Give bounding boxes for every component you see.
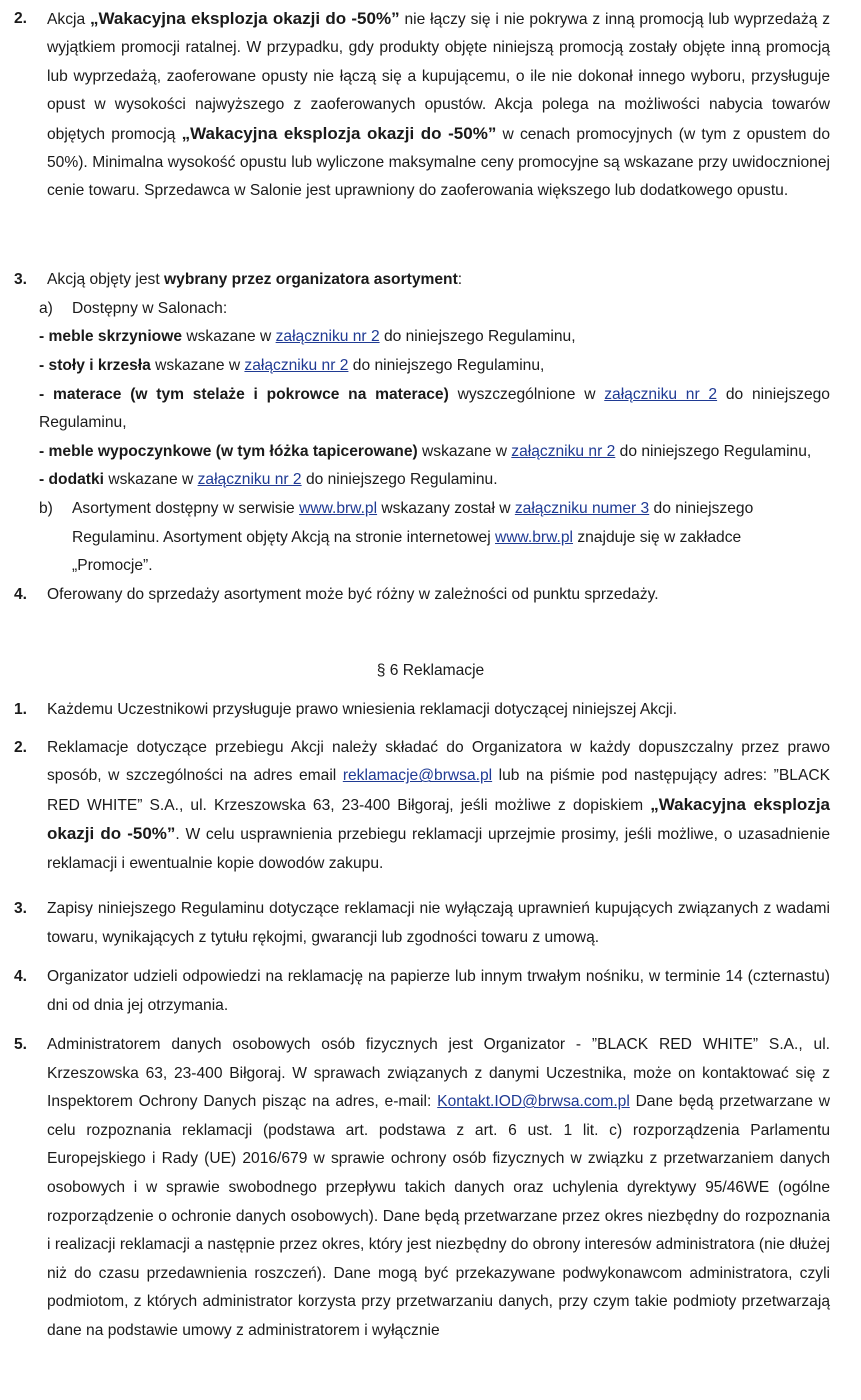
- promo-name: „Wakacyjna eksplozja okazji do -50%”: [90, 9, 400, 28]
- promo-name: „Wakacyjna eksplozja okazji do -50%”: [47, 794, 830, 844]
- attachment-2-link[interactable]: załączniku nr 2: [197, 471, 302, 488]
- assortment-line-4: - meble wypoczynkowe (w tym łóżka tapicerowane) wskazane w załączniku nr 2 do niniejszego Regulaminu,: [39, 443, 812, 460]
- item-number: 5.: [14, 1036, 28, 1053]
- attachment-2-link[interactable]: załączniku nr 2: [275, 328, 380, 345]
- iod-email-link[interactable]: Kontakt.IOD@brwsa.com.pl: [437, 1093, 630, 1111]
- paragraph-6-5: [14, 1031, 830, 1346]
- sub-item-a: [39, 295, 830, 324]
- assortment-line-1: - meble skrzyniowe wskazane w załączniku nr 2 do niniejszego Regulaminu,: [39, 328, 576, 345]
- sub-item-label: a): [39, 300, 53, 317]
- item-text: Oferowany do sprzedaży asortyment może być różny w zależności od punktu sprzedaży.: [47, 586, 659, 603]
- item-number: 1.: [14, 701, 28, 718]
- item-number: 4.: [14, 586, 28, 603]
- item-text: Organizator udzieli odpowiedzi na reklamację na papierze lub innym trwałym nośniku, w terminie 14 (czternastu) dni od dnia jej otrzymania.: [47, 968, 830, 1014]
- item-text: Każdemu Uczestnikowi przysługuje prawo wniesienia reklamacji dotyczącej niniejszej Akcji.: [47, 701, 678, 718]
- paragraph-5-2: [14, 5, 830, 206]
- attachment-3-link[interactable]: załączniku numer 3: [514, 500, 650, 517]
- attachment-2-link[interactable]: załączniku nr 2: [604, 386, 718, 403]
- item-text: Zapisy niniejszego Regulaminu dotyczące reklamacji nie wyłączają uprawnień kupujących związanych z wadami towaru, wynikających z tytułu rękojmi, gwarancji lub zgodności towaru z umową.: [47, 900, 830, 946]
- paragraph-6-3: [14, 895, 830, 952]
- item-text: Administratorem danych osobowych osób fizycznych jest Organizator - ”BLACK RED WHITE” S.A., ul. Krzeszowska 63, 23-400 Biłgoraj. W sprawach związanych z danymi Uczestnika, może on kontaktować się z Inspektorem Ochrony Danych pisząc na adres, e-mail: Kontakt.IOD@brwsa.com.pl Dane będą przetwarzane w celu rozpoznania reklamacji (podstawa art. podstawa z art. 6 ust. 1 lit. c) rozporządzenia Parlamentu Europejskiego i Rady (UE) 2016/679 w sprawie ochrony osób fizycznych w związku z przetwarzaniem danych osobowych i w sprawie swobodnego przepływu takich danych oraz uchylenia dyrektywy 95/46WE (ogólne rozporządzenie o ochronie danych osobowych). Dane będą przetwarzane przez okres niezbędny do rozpoznania i realizacji reklamacji a następnie przez okres, który jest niezbędny do obrony interesów administratora (nie dłużej niż do czasu przedawnienia roszczeń). Dane mogą być przekazywane podwykonawcom administratora, czyli podmiotom, z których administrator korzysta przy przetwarzaniu danych, przy czym takie podmioty przetwarzają dane na podstawie umowy z administratorem i wyłącznie: [47, 1036, 830, 1339]
- paragraph-6-1: [14, 696, 830, 725]
- promo-name: „Wakacyjna eksplozja okazji do -50%”: [181, 123, 497, 143]
- sub-item-b: [39, 495, 830, 581]
- attachment-2-link[interactable]: załączniku nr 2: [511, 443, 616, 460]
- assortment-line-3-cont: Regulaminu,: [39, 414, 127, 431]
- assortment-line-5: - dodatki wskazane w załączniku nr 2 do niniejszego Regulaminu.: [39, 471, 498, 488]
- assortment-line-3: - materace (w tym stelaże i pokrowce na materace) wyszczególnione w załączniku nr 2 do niniejszego: [39, 386, 830, 403]
- sub-item-label: b): [39, 500, 53, 517]
- item-number: 3.: [14, 271, 28, 288]
- item-number: 2.: [14, 10, 28, 27]
- brw-website-link[interactable]: www.brw.pl: [299, 500, 378, 517]
- item-number: 4.: [14, 968, 28, 985]
- paragraph-6-2: [14, 734, 830, 878]
- assortment-line-2: - stoły i krzesła wskazane w załączniku nr 2 do niniejszego Regulaminu,: [39, 357, 545, 374]
- paragraph-5-4: [14, 581, 830, 610]
- paragraph-6-4: [14, 963, 830, 1020]
- item-text: Akcja „Wakacyjna eksplozja okazji do -50%” nie łączy się i nie pokrywa z inną promocją lub wyprzedażą z wyjątkiem promocji ratalnej. W przypadku, gdy produkty objęte niniejszą promocją zostały objęte inną promocją lub wyprzedażą, zaoferowane opusty nie łączą się a kupującemu, o ile nie dokonał innego wyboru, przysługuje opust w wysokości najwyższego z zaoferowanych opustów. Akcja polega na możliwości nabycia towarów objętych promocją „Wakacyjna eksplozja okazji do -50%” w cenach promocyjnych (w tym z opustem do 50%). Minimalna wysokość opustu lub wyliczone maksymalne ceny promocyjne są wskazane przy uwidocznionej cenie towaru. Sprzedawca w Salonie jest uprawniony do zaoferowania większego lub dodatkowego opustu.: [47, 9, 831, 200]
- paragraph-5-3: [14, 266, 830, 295]
- item-text: Reklamacje dotyczące przebiegu Akcji należy składać do Organizatora w każdy dopuszczalny przez prawo sposób, w szczególności na adres email reklamacje@brwsa.pl lub na piśmie pod następujący adres: ”BLACK RED WHITE” S.A., ul. Krzeszowska 63, 23-400 Biłgoraj, jeśli możliwe z dopiskiem „Wakacyjna eksplozja okazji do -50%”. W celu usprawnienia przebiegu reklamacji uprzejmie prosimy, jeśli możliwe, o uzasadnienie reklamacji i ewentualnie kopie dowodów zakupu.: [47, 739, 831, 872]
- section-heading: § 6 Reklamacje: [376, 662, 485, 679]
- item-text: Akcją objęty jest wybrany przez organizatora asortyment:: [47, 271, 463, 288]
- sub-item-text: Asortyment dostępny w serwisie www.brw.pl wskazany został w załączniku numer 3 do niniejszego Regulaminu. Asortyment objęty Akcją na stronie internetowej www.brw.pl znajduje się w zakładce „Promocje”.: [72, 500, 754, 575]
- attachment-2-link[interactable]: załączniku nr 2: [244, 357, 349, 374]
- brw-website-link[interactable]: www.brw.pl: [495, 528, 573, 546]
- item-number: 3.: [14, 900, 28, 917]
- sub-item-text: Dostępny w Salonach:: [72, 300, 228, 317]
- complaints-email-link[interactable]: reklamacje@brwsa.pl: [342, 767, 493, 785]
- item-number: 2.: [14, 739, 28, 756]
